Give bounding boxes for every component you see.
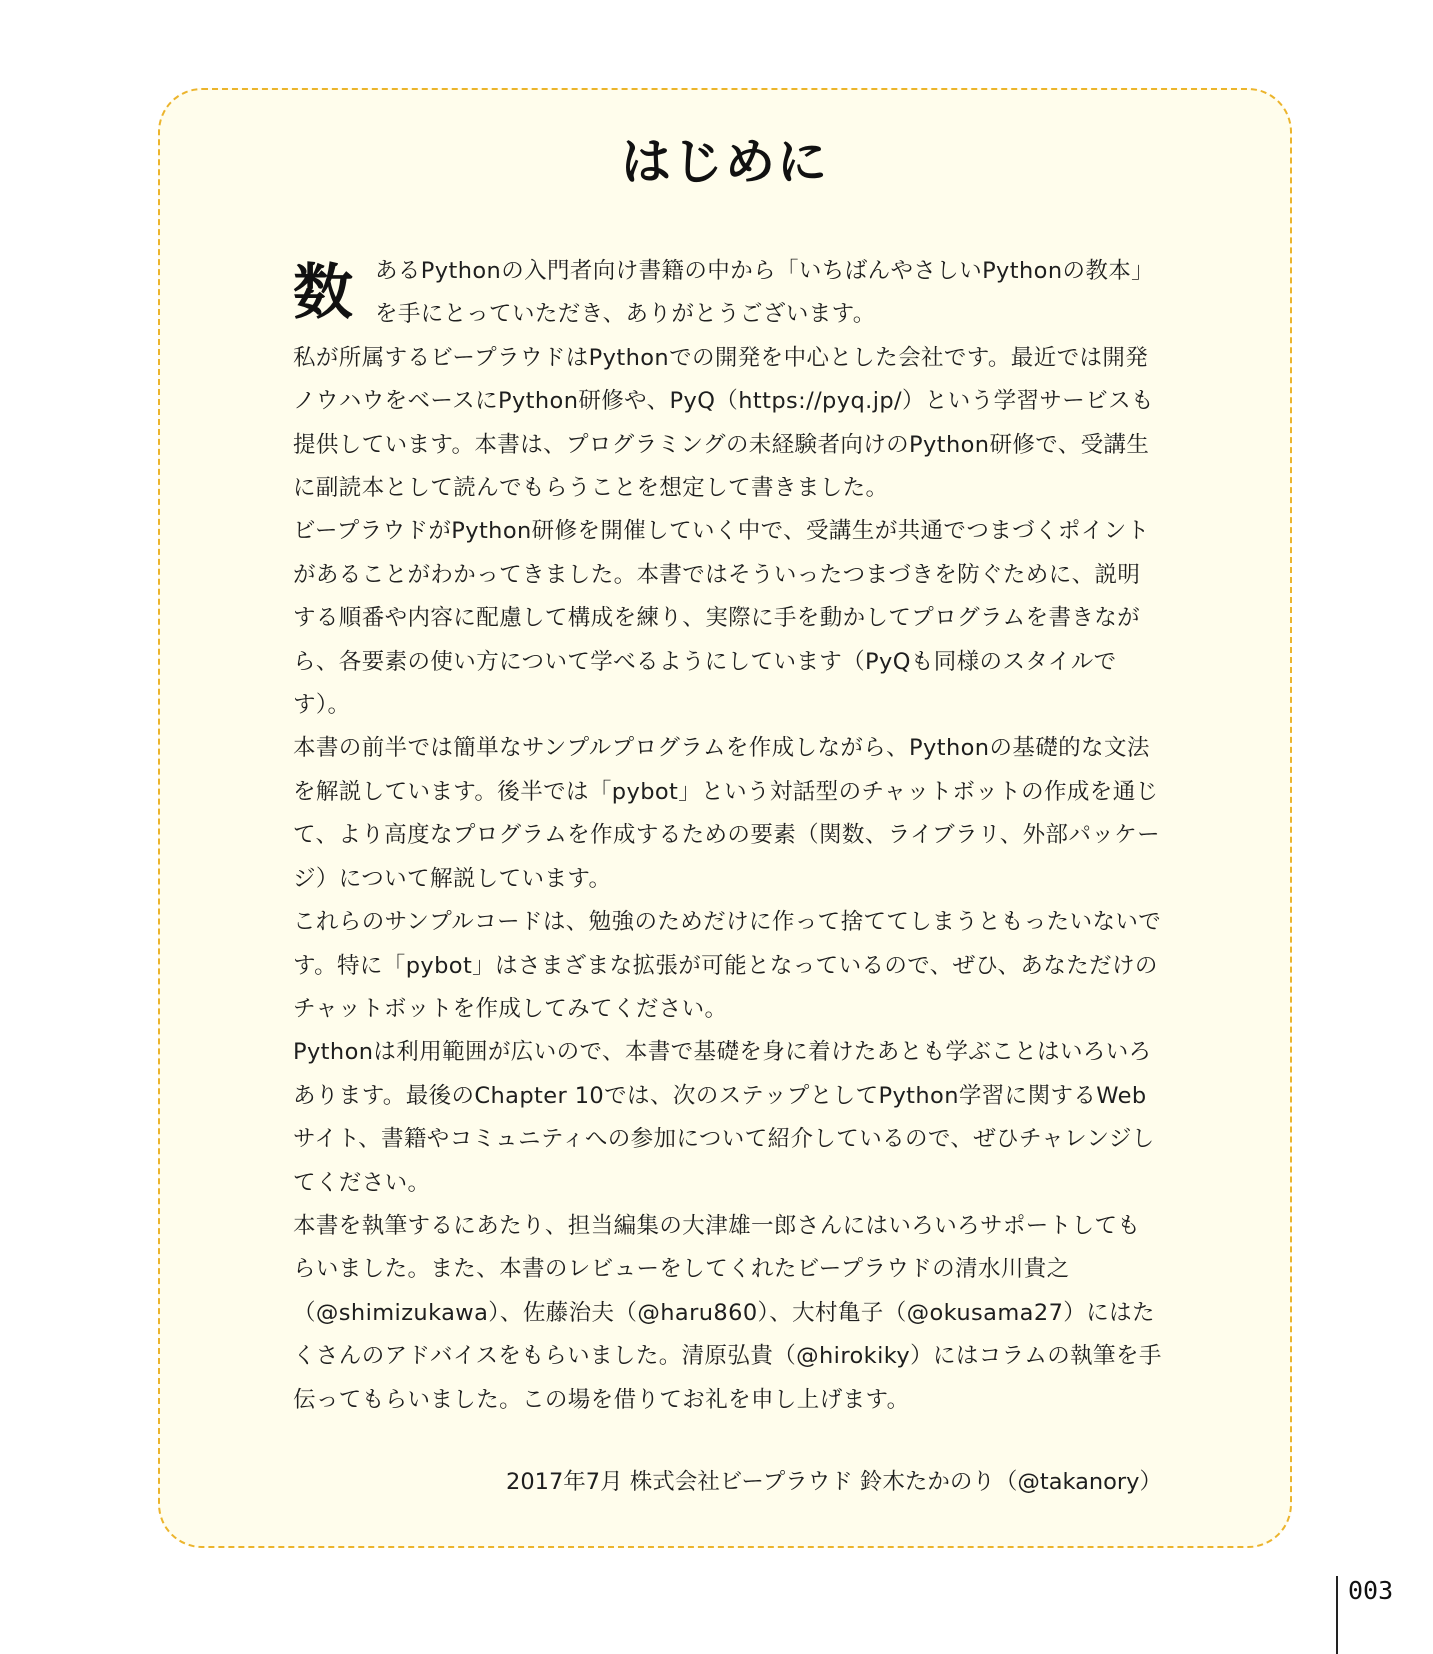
page-number-rule — [1336, 1576, 1338, 1654]
paragraph-5: これらのサンプルコードは、勉強のためだけに作って捨ててしまうともったいないです。特に「pybot」はさまざまな拡張が可能となっているので、ぜひ、あなただけのチャットボットを作成してみてください。 — [293, 909, 1162, 1022]
drop-cap: 数 — [293, 258, 354, 328]
page-number: 003 — [1348, 1576, 1394, 1605]
paragraph-1-text: あるPythonの入門者向け書籍の中から「いちばんやさしいPythonの教本」を手にとっていただき、ありがとうございます。 — [375, 258, 1155, 328]
paragraph-1 — [293, 250, 1163, 337]
paragraph-7: 本書を執筆するにあたり、担当編集の大津雄一郎さんにはいろいろサポートしてもらいました。また、本書のレビューをしてくれたビープラウドの清水川貴之（@shimizukawa）、佐藤治夫（@haru860）、大村亀子（@okusama27）にはたくさんのアドバイスをもらいました。清原弘貴（@hirokiky）にはコラムの執筆を手伝ってもらいました。この場を借りてお礼を申し上げます。 — [293, 1212, 1162, 1413]
preface-body — [293, 250, 1163, 1422]
page-title: はじめに — [621, 133, 829, 191]
author-signature: 2017年7月 株式会社ビープラウド 鈴木たかのり（@takanory） — [506, 1469, 1162, 1495]
paragraph-3: ビープラウドがPython研修を開催していく中で、受講生が共通でつまづくポイントがあることがわかってきました。本書ではそういったつまづきを防ぐために、説明する順番や内容に配慮して構成を練り、実際に手を動かしてプログラムを書きながら、各要素の使い方について学べるようにしています（PyQも同様のスタイルです）。 — [293, 518, 1150, 719]
paragraph-6: Pythonは利用範囲が広いので、本書で基礎を身に着けたあとも学ぶことはいろいろあります。最後のChapter 10では、次のステップとしてPython学習に関するWebサイト、書籍やコミュニティへの参加について紹介しているので、ぜひチャレンジしてください。 — [293, 1039, 1155, 1196]
preface-box — [158, 88, 1292, 1548]
paragraph-4: 本書の前半では簡単なサンプルプログラムを作成しながら、Pythonの基礎的な文法を解説しています。後半では「pybot」という対話型のチャットボットの作成を通じて、より高度なプログラムを作成するための要素（関数、ライブラリ、外部パッケージ）について解説しています。 — [293, 735, 1161, 892]
paragraph-2: 私が所属するビープラウドはPythonでの開発を中心とした会社です。最近では開発ノウハウをベースにPython研修や、PyQ（https://pyq.jp/）という学習サービスも提供しています。本書は、プログラミングの未経験者向けのPython研修で、受講生に副読本として読んでもらうことを想定して書きました。 — [293, 344, 1154, 502]
